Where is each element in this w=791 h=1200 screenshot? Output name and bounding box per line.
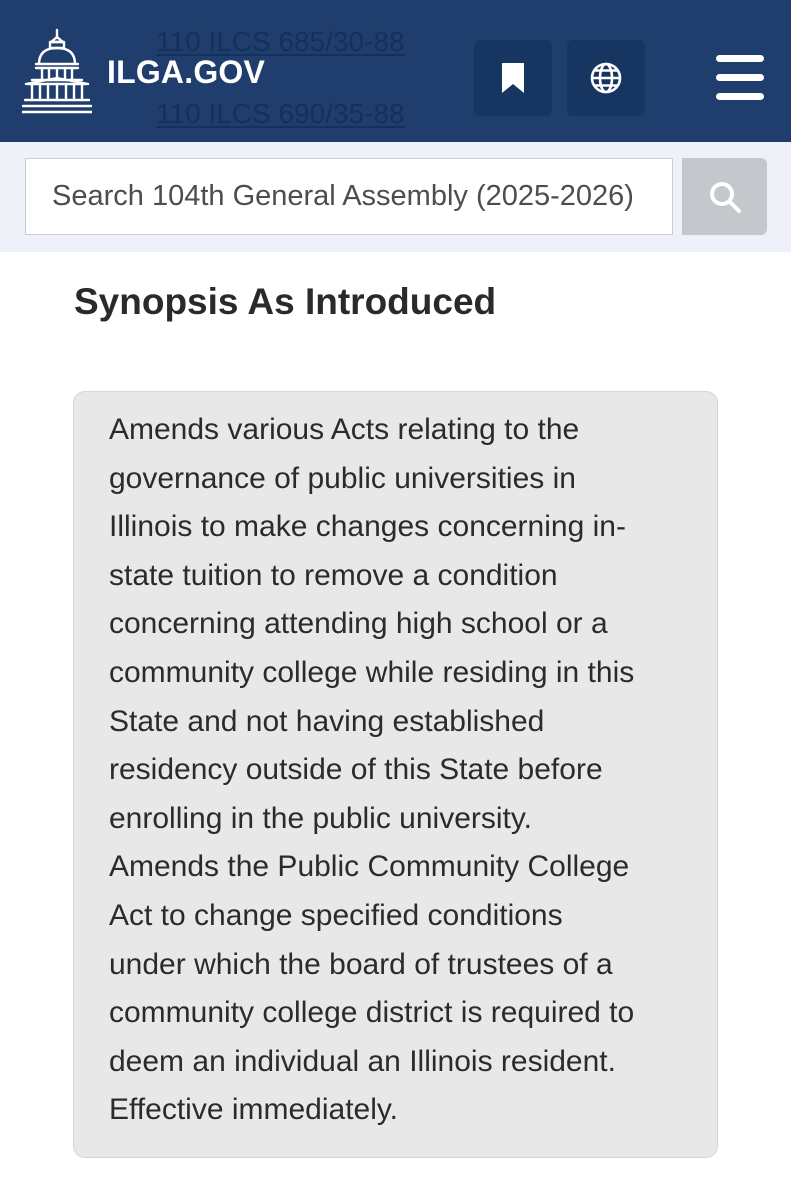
capitol-dome-icon[interactable] bbox=[22, 28, 92, 114]
background-link[interactable]: 110 ILCS 685/30-88 bbox=[156, 26, 405, 57]
synopsis-line: Amends the Public Community College bbox=[109, 850, 630, 884]
bookmark-button[interactable] bbox=[474, 40, 552, 116]
search-button[interactable] bbox=[682, 158, 767, 235]
synopsis-line: Effective immediately. bbox=[109, 1093, 398, 1127]
site-name[interactable]: ILGA.GOV bbox=[107, 54, 266, 90]
hamburger-menu-button[interactable] bbox=[712, 52, 768, 102]
search-icon bbox=[707, 179, 743, 215]
language-button[interactable] bbox=[567, 40, 645, 116]
synopsis-line: Act to change specified conditions bbox=[109, 898, 563, 932]
synopsis-line: governance of public universities in bbox=[109, 461, 576, 495]
menu-bar bbox=[716, 55, 764, 62]
synopsis-line: enrolling in the public university. bbox=[109, 801, 533, 835]
synopsis-line: community college district is required to bbox=[109, 996, 635, 1030]
bookmark-icon bbox=[500, 61, 526, 95]
synopsis-line: Amends various Acts relating to the bbox=[109, 413, 580, 446]
synopsis-line: under which the board of trustees of a bbox=[109, 947, 613, 981]
synopsis-text bbox=[109, 406, 697, 1135]
synopsis-box bbox=[73, 391, 718, 1158]
globe-icon bbox=[589, 61, 623, 95]
synopsis-line: State and not having established bbox=[109, 704, 545, 738]
synopsis-line: residency outside of this State before bbox=[109, 753, 603, 787]
synopsis-line: deem an individual an Illinois resident. bbox=[109, 1044, 616, 1078]
menu-bar bbox=[716, 93, 764, 100]
search-input[interactable] bbox=[25, 158, 673, 235]
site-header bbox=[0, 0, 791, 142]
synopsis-line: Illinois to make changes concerning in- bbox=[109, 510, 626, 544]
menu-bar bbox=[716, 74, 764, 81]
synopsis-line: concerning attending high school or a bbox=[109, 607, 608, 641]
background-link[interactable]: 110 ILCS 690/35-88 bbox=[156, 98, 405, 129]
synopsis-line: state tuition to remove a condition bbox=[109, 558, 558, 592]
search-placeholder: Search 104th General Assembly (2025-2026) bbox=[52, 180, 634, 212]
synopsis-heading: Synopsis As Introduced bbox=[74, 281, 497, 322]
synopsis-line: community college while residing in this bbox=[109, 655, 635, 689]
